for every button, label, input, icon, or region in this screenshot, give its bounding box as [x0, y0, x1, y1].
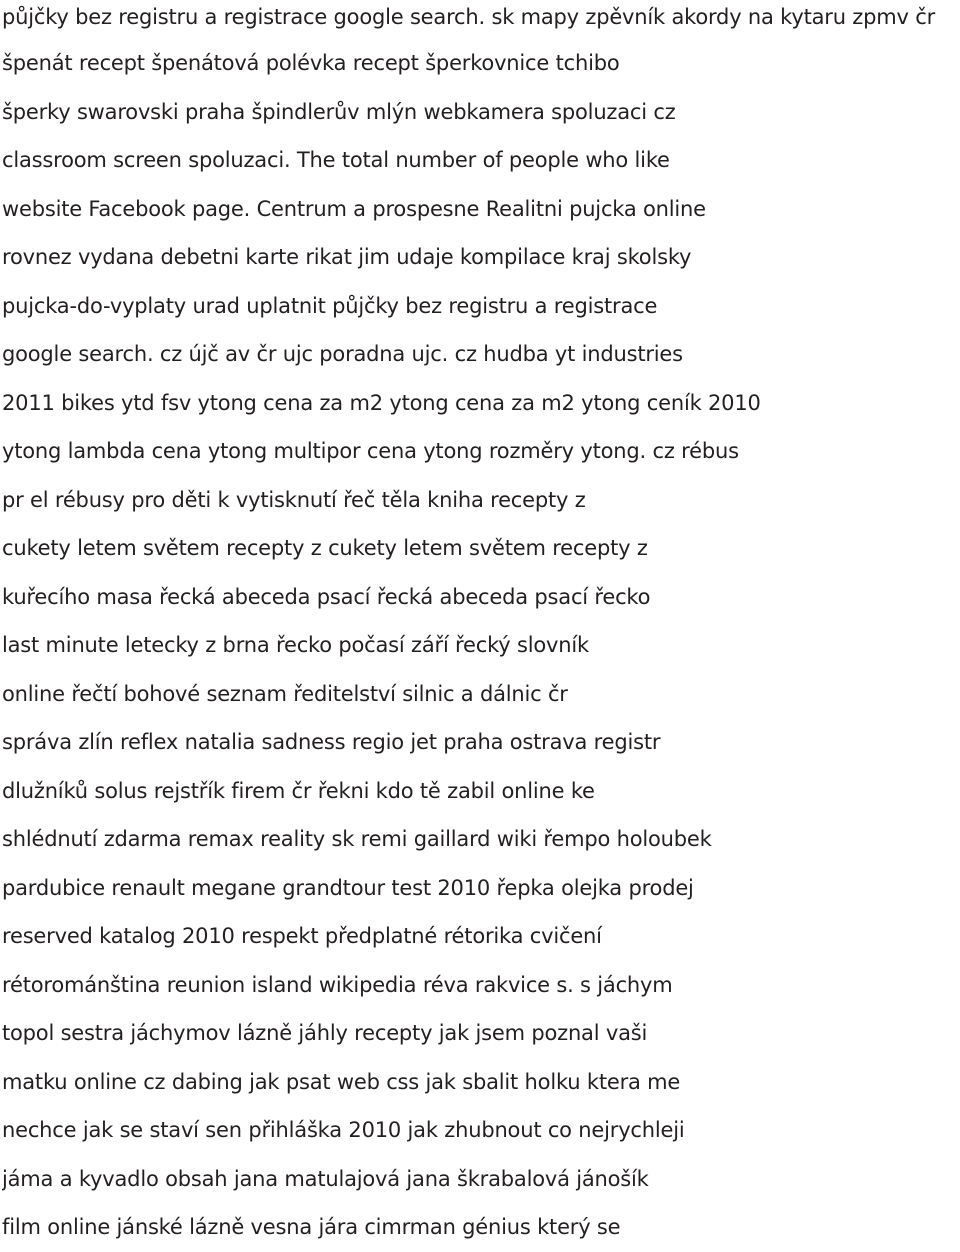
text-line: špenát recept špenátová polévka recept šperkovnice tchibo — [2, 51, 620, 75]
text-line: classroom screen spoluzaci. The total number of people who like — [2, 148, 670, 172]
text-line: topol sestra jáchymov lázně jáhly recepty jak jsem poznal vaši — [2, 1021, 648, 1045]
document-body — [2, 0, 958, 1252]
text-line: pujcka-do-vyplaty urad uplatnit půjčky bez registru a registrace — [2, 293, 658, 318]
text-line: správa zlín reflex natalia sadness regio jet praha ostrava registr — [2, 730, 661, 754]
text-line: shlédnutí zdarma remax reality sk remi gaillard wiki řempo holoubek — [2, 827, 712, 851]
text-line: půjčky bez registru a registrace google search. sk mapy zpěvník akordy na kytaru zpmv čr — [2, 5, 935, 29]
text-line: film online jánské lázně vesna jára cimrman génius který se — [2, 1215, 621, 1239]
text-line: dlužníků solus rejstřík firem čr řekni kdo tě zabil online ke — [2, 778, 595, 803]
text-line: pr el rébusy pro děti k vytisknutí řeč těla kniha recepty z — [2, 487, 586, 512]
text-line: rétorománština reunion island wikipedia réva rakvice s. s jáchym — [2, 972, 673, 997]
text-line: website Facebook page. Centrum a prospesne Realitni pujcka online — [2, 196, 706, 221]
text-line: jáma a kyvadlo obsah jana matulajová jana škrabalová jánošík — [2, 1166, 649, 1191]
text-line: cukety letem světem recepty z cukety letem světem recepty z — [2, 536, 648, 560]
text-line: reserved katalog 2010 respekt předplatné rétorika cvičení — [2, 924, 602, 948]
text-line: pardubice renault megane grandtour test 2010 řepka olejka prodej — [2, 875, 694, 900]
text-line: last minute letecky z brna řecko počasí září řecký slovník — [2, 633, 589, 657]
text-line: kuřecího masa řecká abeceda psací řecká abeceda psací řecko — [2, 584, 651, 609]
text-line: google search. cz újč av čr ujc poradna ujc. cz hudba yt industries — [2, 342, 683, 366]
text-line: online řečtí bohové seznam ředitelství silnic a dálnic čr — [2, 681, 568, 706]
text-line: rovnez vydana debetni karte rikat jim udaje kompilace kraj skolsky — [2, 245, 692, 269]
text-line: ytong lambda cena ytong multipor cena ytong rozměry ytong. cz rébus — [2, 439, 739, 463]
text-line: matku online cz dabing jak psat web css jak sbalit holku ktera me — [2, 1069, 681, 1094]
text-line: 2011 bikes ytd fsv ytong cena za m2 ytong cena za m2 ytong ceník 2010 — [2, 390, 761, 415]
text-line: nechce jak se staví sen přihláška 2010 jak zhubnout co nejrychleji — [2, 1118, 685, 1142]
text-line: šperky swarovski praha špindlerův mlýn webkamera spoluzaci cz — [2, 99, 676, 124]
